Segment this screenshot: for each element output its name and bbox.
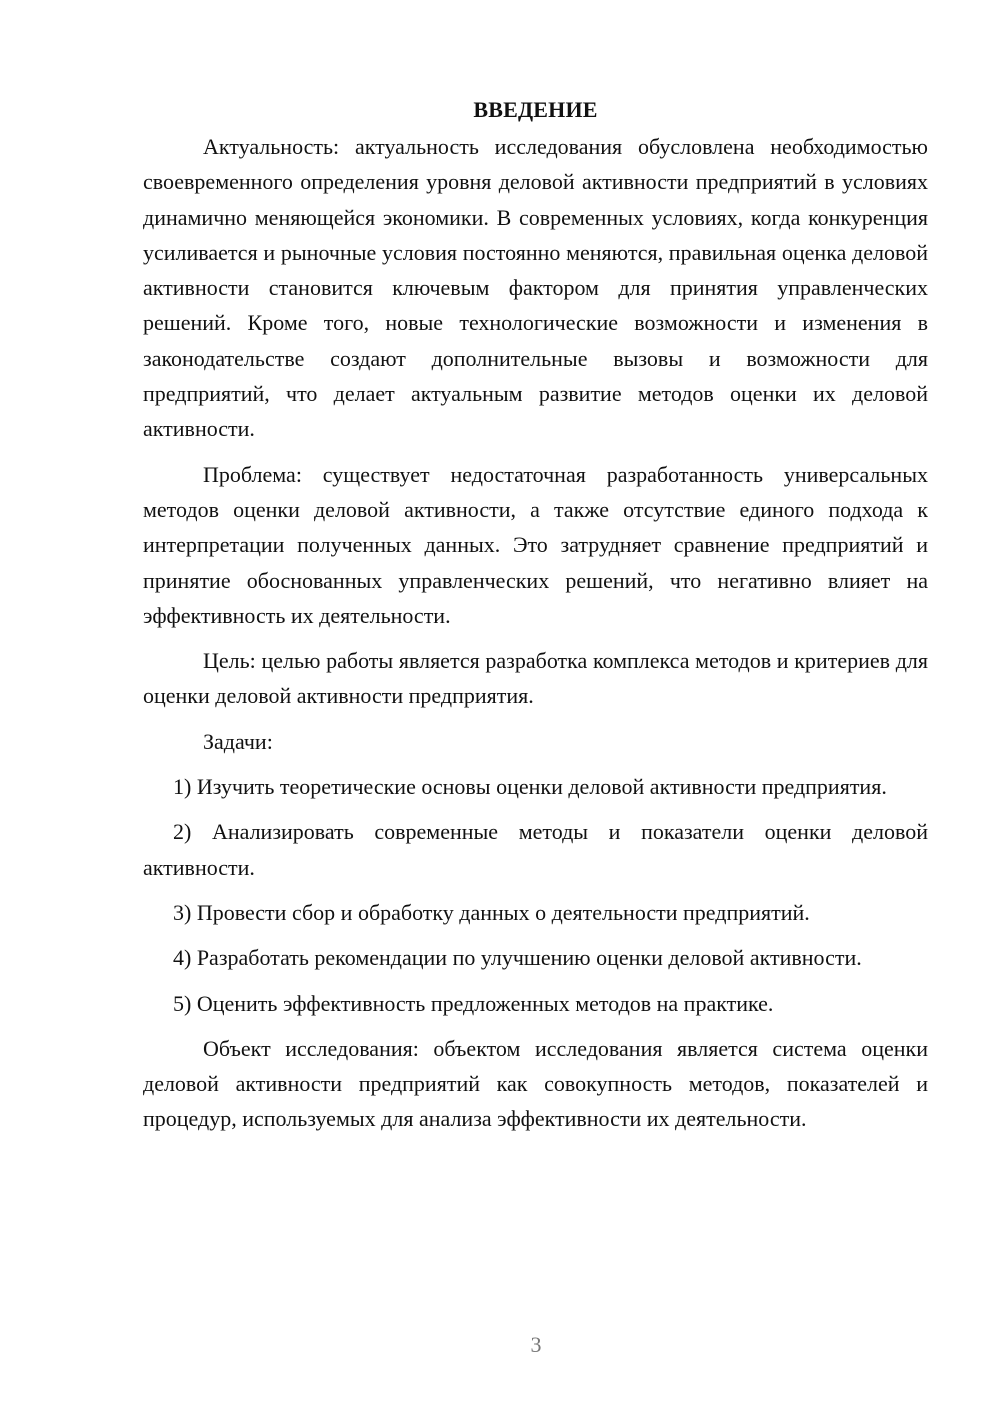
task-item-2: 2) Анализировать современные методы и показатели оценки деловой активности.: [143, 819, 928, 880]
page-number: 3: [530, 1332, 542, 1357]
paragraph-relevance: Актуальность: актуальность исследования обусловлена необходимостью своевременного определения уровня деловой активности предприятий в условиях динамично меняющейся экономики. В современных условиях, когда конкуренция усиливается и рыночные условия постоянно меняются, правильная оценка деловой активности становится ключевым фактором для принятия управленческих решений. Кроме того, новые технологические возможности и изменения в законодательстве создают дополнительные вызовы и возможности для предприятий, что делает актуальным развитие методов оценки их деловой активности.: [143, 134, 928, 442]
tasks-heading: Задачи:: [203, 728, 273, 754]
section-title: ВВЕДЕНИЕ: [473, 97, 598, 122]
task-item-4: 4) Разработать рекомендации по улучшению оценки деловой активности.: [173, 945, 862, 971]
task-item-3: 3) Провести сбор и обработку данных о деятельности предприятий.: [173, 899, 810, 925]
task-item-1: 1) Изучить теоретические основы оценки деловой активности предприятия.: [173, 774, 887, 800]
paragraph-goal: Цель: целью работы является разработка комплекса методов и критериев для оценки деловой активности предприятия.: [143, 648, 928, 709]
task-item-5: 5) Оценить эффективность предложенных методов на практике.: [173, 990, 774, 1016]
paragraph-object: Объект исследования: объектом исследования является система оценки деловой активности предприятий как совокупность методов, показателей и процедур, используемых для анализа эффективности их деятельности.: [143, 1035, 928, 1132]
page-content: [143, 92, 928, 1147]
paragraph-problem: Проблема: существует недостаточная разработанность универсальных методов оценки деловой активности, а также отсутствие единого подхода к интерпретации полученных данных. Это затрудняет сравнение предприятий и принятие обоснованных управленческих решений, что негативно влияет на эффективность их деятельности.: [143, 461, 928, 628]
